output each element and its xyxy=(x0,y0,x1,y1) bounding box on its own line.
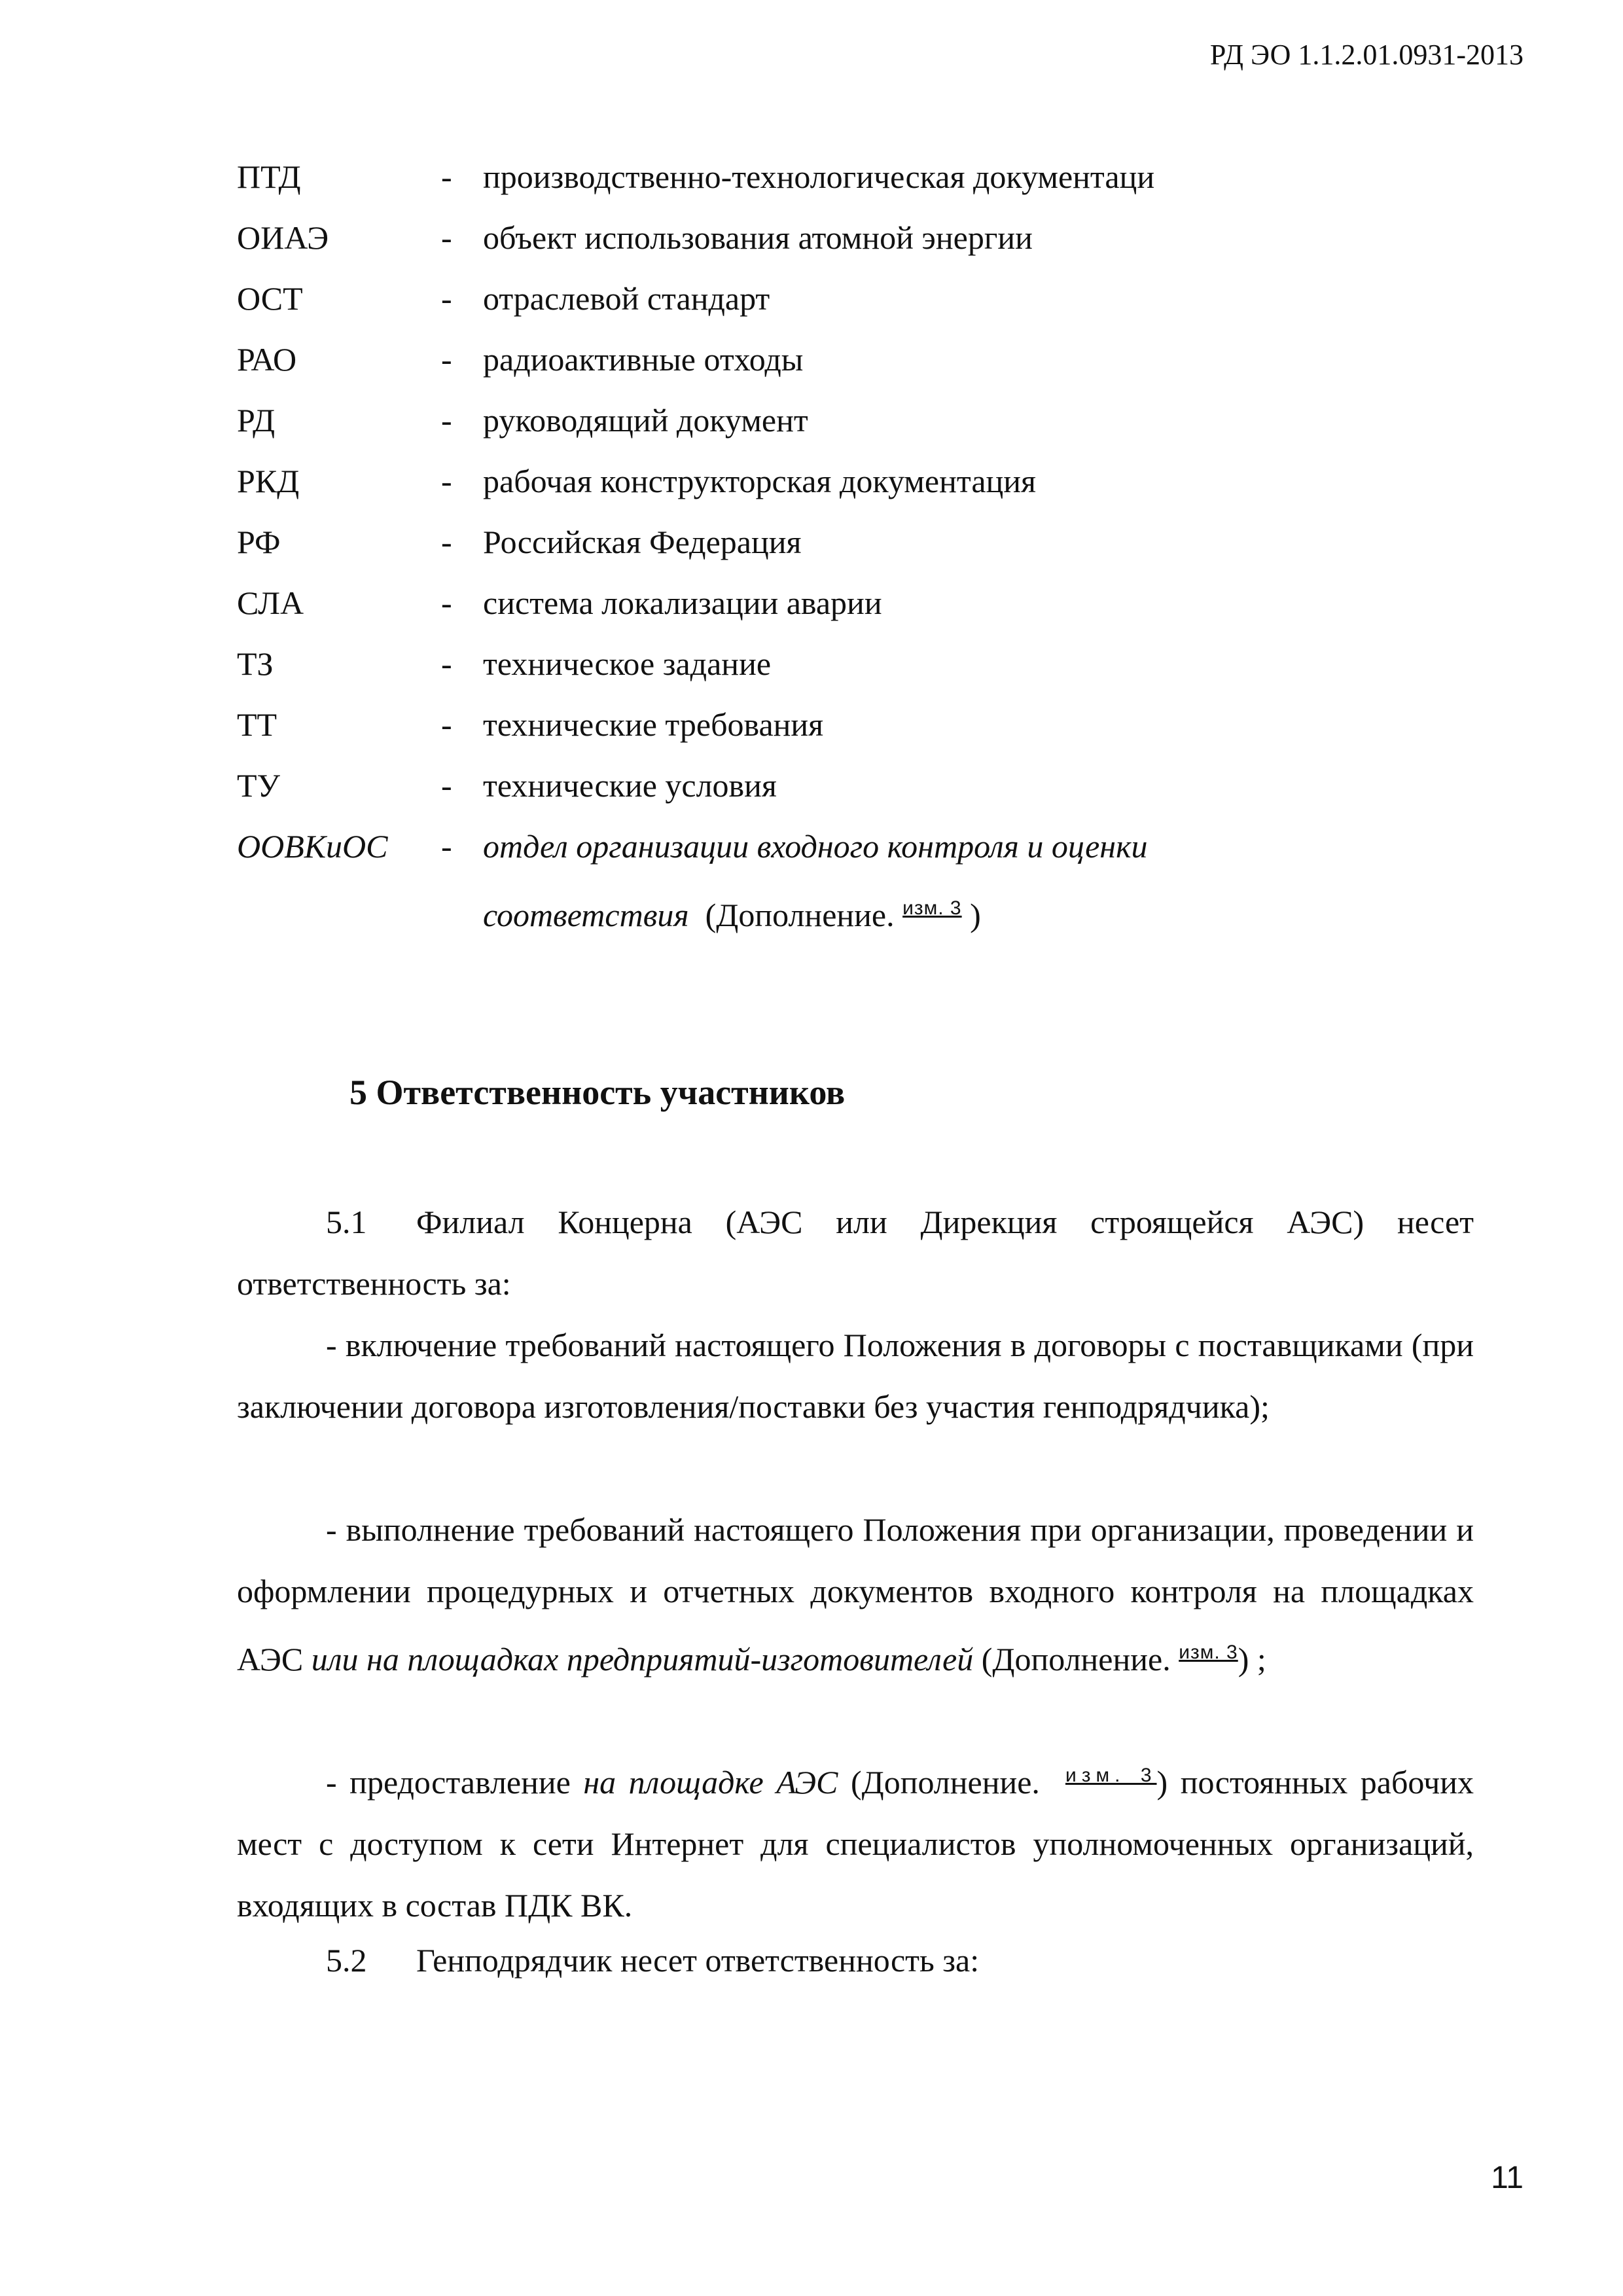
paragraph-text: Генподрядчик несет ответственность за: xyxy=(416,1942,980,1979)
amendment-close: ) ; xyxy=(1238,1641,1266,1677)
abbreviation-row xyxy=(237,340,1480,399)
amendment-note: (Дополнение. xyxy=(850,1764,1040,1801)
abbreviation-term: ОСТ xyxy=(237,280,303,317)
abbreviation-definition: техническое задание xyxy=(483,645,772,682)
abbreviation-definition-continuation xyxy=(483,889,981,935)
abbreviation-dash: - xyxy=(441,584,452,621)
abbreviation-definition: рабочая конструкторская документация xyxy=(483,463,1037,499)
list-item-italic-text: на площадке АЭС xyxy=(583,1764,838,1801)
abbreviation-term: ООВКиОС xyxy=(237,828,388,865)
abbreviation-definition: производственно-технологическая документаци xyxy=(483,158,1155,195)
list-item-text-end: ) постоянных рабочих мест с доступом к сети Интернет для специалистов уполномоченных организаций, входящих в состав ПДК ВК. xyxy=(237,1764,1474,1924)
abbreviation-definition: радиоактивные отходы xyxy=(483,341,804,378)
list-item-inclusion xyxy=(237,1314,1474,1437)
paragraph-5-2 xyxy=(237,1929,1474,1991)
list-item-text: - выполнение требований настоящего Положения при организации, проведении и оформлении процедурных и отчетных документов входного контроля на площадках АЭС xyxy=(237,1511,1474,1677)
abbreviation-row xyxy=(237,157,1480,216)
amendment-mark: изм. 3 xyxy=(1065,1765,1157,1786)
paragraph-5-1 xyxy=(237,1191,1474,1314)
section-title: 5 Ответственность участников xyxy=(349,1073,846,1112)
abbreviation-dash: - xyxy=(441,828,452,865)
abbreviation-dash: - xyxy=(441,463,452,499)
abbreviation-row xyxy=(237,705,1480,764)
abbreviation-row xyxy=(237,583,1480,642)
abbreviation-definition: руководящий документ xyxy=(483,402,808,439)
abbreviation-term: РФ xyxy=(237,524,281,560)
abbreviation-row-oovkios xyxy=(237,827,1480,944)
abbreviation-dash: - xyxy=(441,706,452,743)
amendment-close: ) xyxy=(970,897,981,933)
abbreviation-row xyxy=(237,218,1480,277)
abbreviation-term: ПТД xyxy=(237,158,301,195)
abbreviation-term: РАО xyxy=(237,341,297,378)
abbreviation-row xyxy=(237,401,1480,459)
abbreviation-dash: - xyxy=(441,645,452,682)
amendment-mark: изм. 3 xyxy=(902,897,962,919)
list-item-italic-text: или на площадках предприятий-изготовителей xyxy=(311,1641,974,1677)
abbreviation-row xyxy=(237,279,1480,338)
abbreviation-row xyxy=(237,644,1480,703)
abbreviation-row xyxy=(237,522,1480,581)
abbreviation-definition: технические требования xyxy=(483,706,824,743)
paragraph-number: 5.1 xyxy=(326,1204,367,1240)
abbreviation-definition: технические условия xyxy=(483,767,777,804)
amendment-note: (Дополнение. xyxy=(705,897,895,933)
abbreviation-term: РД xyxy=(237,402,276,439)
abbreviation-dash: - xyxy=(441,402,452,439)
list-item-text: - включение требований настоящего Положения в договоры с поставщиками (при заключении договора изготовления/поставки без участия генподрядчика); xyxy=(237,1327,1474,1425)
abbreviation-dash: - xyxy=(441,341,452,378)
definition-line2: соответствия xyxy=(483,897,689,933)
abbreviation-dash: - xyxy=(441,219,452,256)
list-item-provision xyxy=(237,1745,1474,1936)
amendment-note: (Дополнение. xyxy=(981,1641,1171,1677)
list-item-execution xyxy=(237,1499,1474,1690)
document-code: РД ЭО 1.1.2.01.0931-2013 xyxy=(1209,39,1524,71)
abbreviation-definition: отдел организации входного контроля и оценки xyxy=(483,828,1148,865)
abbreviation-definition: объект использования атомной энергии xyxy=(483,219,1033,256)
abbreviation-definition: система локализации аварии xyxy=(483,584,882,621)
abbreviation-term: ТЗ xyxy=(237,645,274,682)
abbreviation-term: ТУ xyxy=(237,767,280,804)
abbreviation-term: ОИАЭ xyxy=(237,219,329,256)
paragraph-number: 5.2 xyxy=(326,1942,367,1979)
abbreviation-term: ТТ xyxy=(237,706,277,743)
abbreviation-definition: Российская Федерация xyxy=(483,524,802,560)
abbreviation-dash: - xyxy=(441,767,452,804)
list-item-text: - предоставление xyxy=(326,1764,584,1801)
abbreviation-dash: - xyxy=(441,158,452,195)
abbreviation-definition: отраслевой стандарт xyxy=(483,280,770,317)
paragraph-text: Филиал Концерна (АЭС или Дирекция строящейся АЭС) несет ответственность за: xyxy=(237,1204,1474,1302)
abbreviation-row xyxy=(237,461,1480,520)
abbreviation-dash: - xyxy=(441,524,452,560)
amendment-mark: изм. 3 xyxy=(1179,1641,1238,1663)
page-number: 11 xyxy=(1491,2161,1524,2195)
abbreviation-term: РКД xyxy=(237,463,300,499)
abbreviation-dash: - xyxy=(441,280,452,317)
abbreviation-row xyxy=(237,766,1480,825)
abbreviation-term: СЛА xyxy=(237,584,304,621)
